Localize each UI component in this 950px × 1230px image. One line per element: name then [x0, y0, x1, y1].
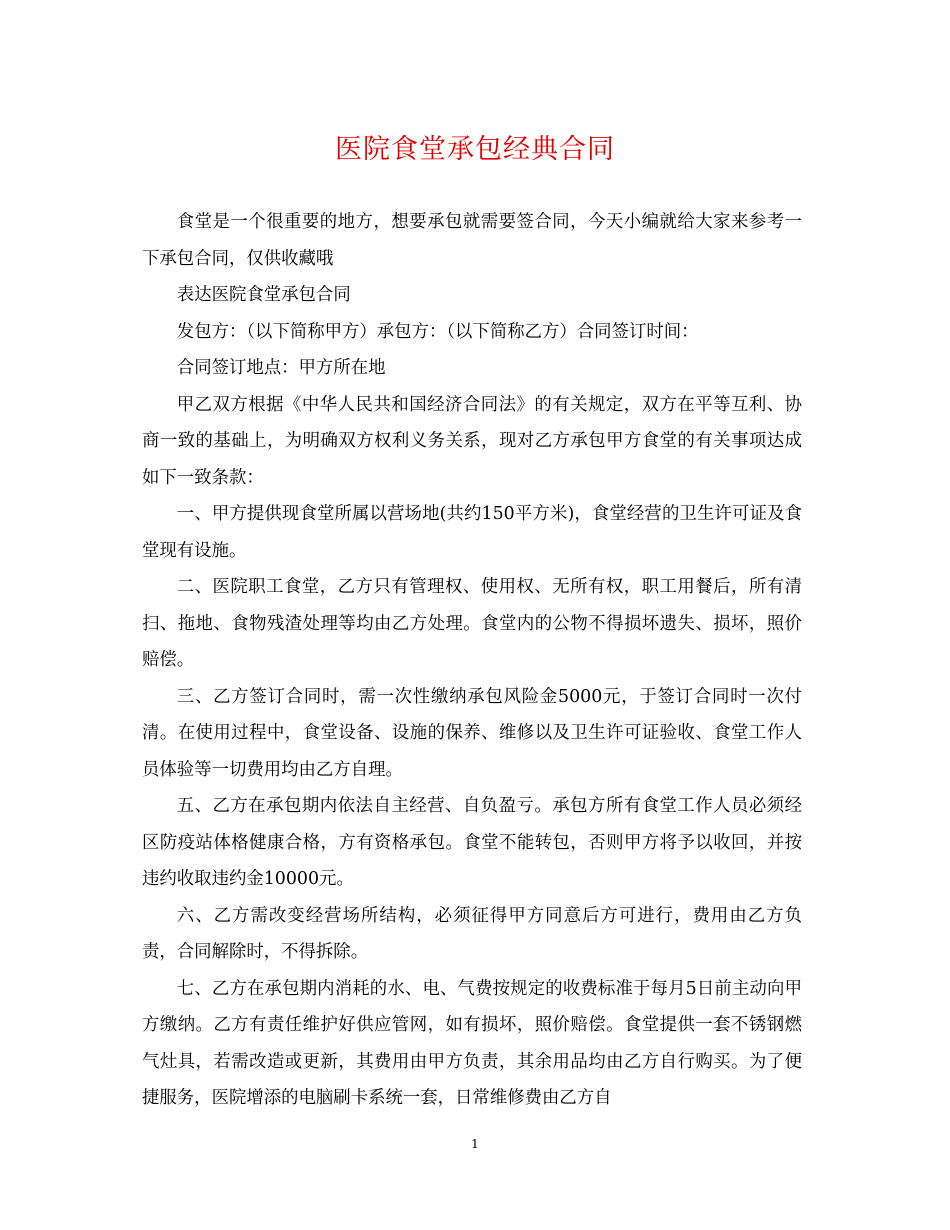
- paragraph-preamble: 甲乙双方根据《中华人民共和国经济合同法》的有关规定，双方在平等互利、协商一致的基础上，为明确双方权利义务关系，现对乙方承包甲方食堂的有关事项达成如下一致条款：: [142, 394, 802, 488]
- paragraph-clause-1: 一、甲方提供现食堂所属以营场地(共约150平方米)，食堂经营的卫生许可证及食堂现有设施。: [142, 504, 802, 561]
- document-title: 医院食堂承包经典合同: [335, 134, 615, 165]
- paragraph-clause-2: 二、医院职工食堂，乙方只有管理权、使用权、无所有权，职工用餐后，所有清扫、拖地、食物残渣处理等均由乙方处理。食堂内的公物不得损坏遗失、损坏，照价赔偿。: [142, 577, 802, 670]
- paragraph-intro: 食堂是一个很重要的地方，想要承包就需要签合同，今天小编就给大家来参考一下承包合同，仅供收藏哦: [142, 212, 802, 269]
- paragraph-heading: 表达医院食堂承包合同: [176, 285, 351, 305]
- paragraph-location: 合同签订地点：甲方所在地: [176, 358, 386, 378]
- document-body: [142, 204, 802, 1117]
- paragraph-clause-6: 六、乙方需改变经营场所结构，必须征得甲方同意后方可进行，费用由乙方负责，合同解除时，不得拆除。: [142, 905, 802, 962]
- paragraph-clause-3: 三、乙方签订合同时，需一次性缴纳承包风险金5000元，于签订合同时一次付清。在使用过程中，食堂设备、设施的保养、维修以及卫生许可证验收、食堂工作人员体验等一切费用均由乙方自理。: [142, 686, 802, 780]
- paragraph-clause-5: 五、乙方在承包期内依法自主经营、自负盈亏。承包方所有食堂工作人员必须经区防疫站体格健康合格，方有资格承包。食堂不能转包，否则甲方将予以收回，并按违约收取违约金10000元。: [142, 796, 802, 889]
- paragraph-clause-7: 七、乙方在承包期内消耗的水、电、气费按规定的收费标准于每月5日前主动向甲方缴纳。乙方有责任维护好供应管网，如有损坏，照价赔偿。食堂提供一套不锈钢燃气灶具，若需改造或更新，其费用由甲方负责，其余用品均由乙方自行购买。为了便捷服务，医院增添的电脑刷卡系统一套，日常维修费由乙方自: [142, 978, 802, 1108]
- page-number: 1: [471, 1137, 479, 1151]
- paragraph-parties: 发包方：（以下简称甲方）承包方：（以下简称乙方）合同签订时间：: [176, 321, 699, 342]
